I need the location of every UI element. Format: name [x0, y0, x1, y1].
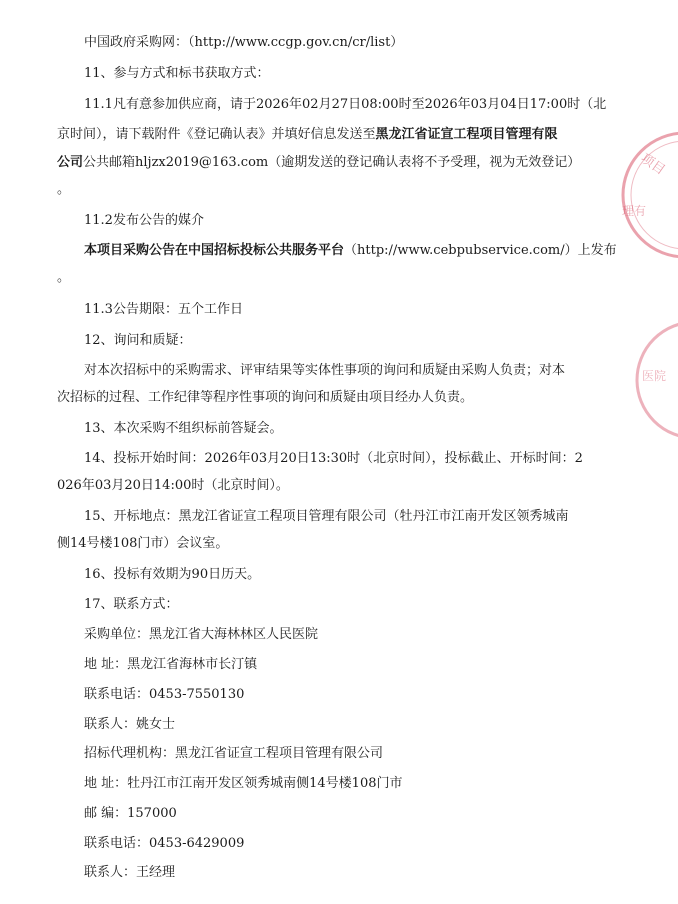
text-line-7: 11.2发布公告的媒介 — [84, 213, 204, 228]
text-segment: （http://www.cebpubservice.com/）上发布 — [344, 243, 617, 258]
purchaser-line: 采购单位：黑龙江省大海林林区人民医院 — [84, 627, 319, 642]
text-line-8 — [84, 243, 617, 259]
section-17-heading: 17、联系方式： — [84, 597, 179, 612]
text-line-4 — [57, 127, 558, 143]
text-line-16: 026年03月20日14:00时（北京时间）。 — [57, 478, 289, 493]
text-line-6: 。 — [57, 182, 71, 197]
hospital-seal-middle — [620, 310, 678, 450]
text-line-18: 侧14号楼108门市）会议室。 — [57, 536, 229, 551]
text-line-13: 次招标的过程、工作纪律等程序性事项的询问和质疑由项目经办人负责。 — [57, 390, 474, 405]
purchaser-address: 地 址：黑龙江省海林市长汀镇 — [84, 657, 258, 672]
agency-postcode: 邮 编：157000 — [84, 806, 177, 821]
purchaser-phone: 联系电话：0453-7550130 — [84, 687, 245, 702]
text-line-9: 。 — [57, 270, 71, 285]
company-name-bold: 黑龙江省证宣工程项目管理有限 — [375, 127, 558, 142]
platform-name-bold: 中国招标投标公共服务平台 — [188, 243, 345, 258]
agency-address: 地 址：牡丹江市江南开发区领秀城南侧14号楼108门市 — [84, 776, 403, 791]
section-14-line: 14、投标开始时间：2026年03月20日13:30时（北京时间），投标截止、开标时间：2 — [84, 451, 583, 466]
agency-line: 招标代理机构：黑龙江省证宣工程项目管理有限公司 — [84, 746, 384, 761]
svg-text:项目: 项目 — [637, 150, 668, 179]
section-16-line: 16、投标有效期为90日历天。 — [84, 567, 261, 582]
agency-phone: 联系电话：0453-6429009 — [84, 836, 245, 851]
text-segment-bold: 本项目采购公告在 — [84, 243, 189, 258]
section-15-line: 15、开标地点：黑龙江省证宣工程项目管理有限公司（牡丹江市江南开发区领秀城南 — [84, 509, 569, 524]
svg-text:医院: 医院 — [642, 369, 667, 383]
section-12-heading: 12、询问和质疑： — [84, 333, 192, 348]
text-line-12: 对本次招标中的采购需求、评审结果等实体性事项的询问和质疑由采购人负责；对本 — [84, 363, 566, 378]
company-suffix-bold: 公司 — [57, 155, 84, 170]
section-13-heading: 13、本次采购不组织标前答疑会。 — [84, 421, 283, 436]
text-segment: 京时间），请下载附件《登记确认表》并填好信息发送至 — [57, 127, 376, 142]
section-11-heading: 11、参与方式和标书获取方式： — [84, 66, 270, 81]
text-line-10: 11.3公告期限：五个工作日 — [84, 302, 243, 317]
svg-text:理有: 理有 — [622, 204, 647, 218]
text-segment: 公共邮箱hljzx2019@163.com（逾期发送的登记确认表将不予受理，视为无效登记） — [83, 155, 581, 170]
text-line-1: 中国政府采购网：（http://www.ccgp.gov.cn/cr/list） — [84, 35, 404, 50]
agency-contact: 联系人：王经理 — [84, 865, 176, 880]
text-line-5 — [57, 155, 580, 171]
text-line-3: 11.1凡有意参加供应商，请于2026年02月27日08:00时至2026年03月04日17:00时（北 — [84, 97, 607, 112]
purchaser-contact: 联系人：姚女士 — [84, 717, 176, 732]
